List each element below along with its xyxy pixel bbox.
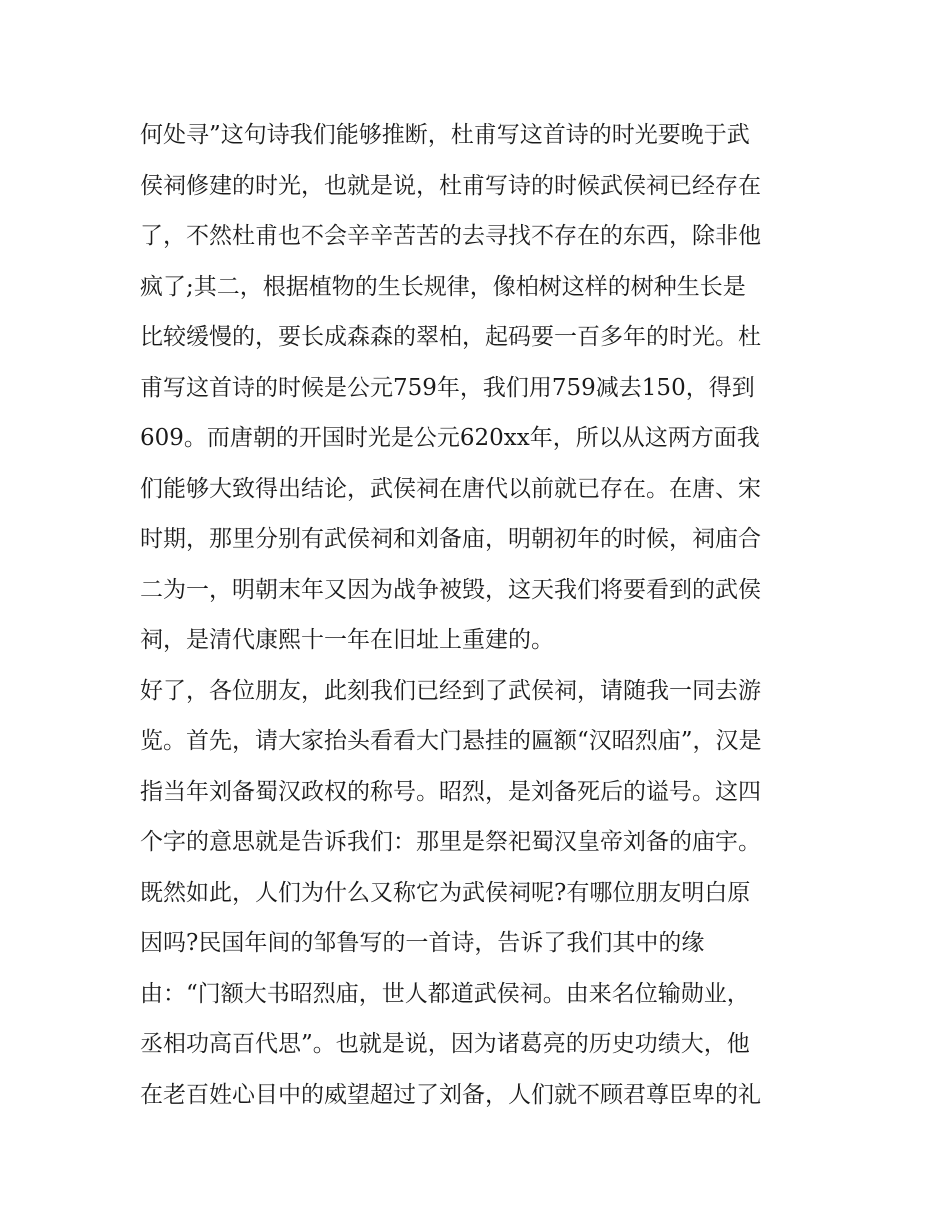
text-line: 609。而唐朝的开国时光是公元620xx年，所以从这两方面我 bbox=[140, 425, 760, 451]
text-line: 因吗?民国年间的邹鲁写的一首诗，告诉了我们其中的缘 bbox=[140, 930, 705, 956]
text-line: 览。首先，请大家抬头看看大门悬挂的匾额“汉昭烈庙”，汉是 bbox=[140, 728, 762, 754]
text-line: 好了，各位朋友，此刻我们已经到了武侯祠，请随我一同去游 bbox=[140, 677, 761, 704]
text-line: 由：“门额大书昭烈庙，世人都道武侯祠。由来名位输勋业， bbox=[140, 980, 750, 1007]
text-line: 甫写这首诗的时候是公元759年，我们用759减去150，得到 bbox=[140, 374, 755, 401]
text-line: 何处寻”这句诗我们能够推断，杜甫写这首诗的时光要晚于武 bbox=[140, 122, 750, 148]
text-line: 了，不然杜甫也不会辛辛苦苦的去寻找不存在的东西，除非他 bbox=[140, 223, 761, 249]
text-line: 疯了;其二，根据植物的生长规律，像柏树这样的树种生长是 bbox=[140, 273, 746, 300]
text-line: 们能够大致得出结论，武侯祠在唐代以前就已存在。在唐、宋 bbox=[140, 475, 761, 502]
text-line: 比较缓慢的，要长成森森的翠柏，起码要一百多年的时光。杜 bbox=[140, 324, 761, 350]
text-line: 祠，是清代康熙十一年在旧址上重建的。 bbox=[140, 627, 554, 653]
text-line: 时期，那里分别有武侯祠和刘备庙，明朝初年的时候，祠庙合 bbox=[140, 526, 761, 552]
text-line: 指当年刘备蜀汉政权的称号。昭烈，是刘备死后的谥号。这四 bbox=[140, 778, 761, 805]
text-line: 侯祠修建的时光，也就是说，杜甫写诗的时候武侯祠已经存在 bbox=[140, 172, 761, 199]
text-line: 丞相功高百代思”。也就是说，因为诸葛亮的历史功绩大，他 bbox=[140, 1031, 750, 1057]
text-line: 二为一，明朝末年又因为战争被毁，这天我们将要看到的武侯 bbox=[140, 576, 761, 603]
text-line: 个字的意思就是告诉我们：那里是祭祀蜀汉皇帝刘备的庙宇。 bbox=[140, 829, 761, 855]
text-line: 在老百姓心目中的威望超过了刘备，人们就不顾君尊臣卑的礼 bbox=[140, 1081, 761, 1108]
text-line: 既然如此，人们为什么又称它为武侯祠呢?有哪位朋友明白原 bbox=[140, 879, 751, 906]
body-text bbox=[140, 110, 820, 1120]
